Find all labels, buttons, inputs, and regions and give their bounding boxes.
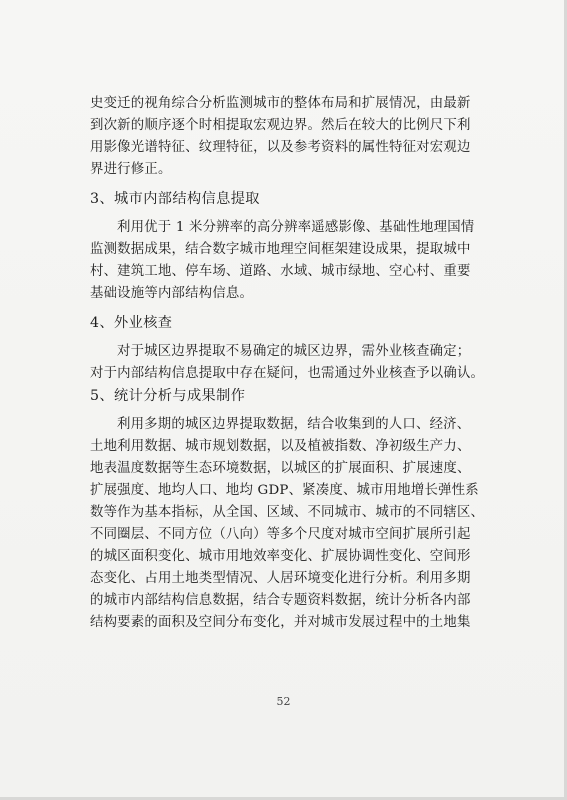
paragraph-continuation <box>90 93 470 181</box>
text-line: 到次新的顺序逐个时相提取宏观边界。然后在较大的比例尺下利 <box>90 118 471 133</box>
section-4-paragraph <box>90 341 485 385</box>
section-5-paragraph <box>90 414 485 634</box>
text-line: 不同圈层、不同方位（八向）等多个尺度对城市空间扩展所引起 <box>90 527 471 542</box>
document-body <box>90 93 485 634</box>
text-line: 史变迁的视角综合分析监测城市的整体布局和扩展情况，由最新 <box>90 96 471 111</box>
text-line: 对于城区边界提取不易确定的城区边界，需外业核查确定； <box>117 344 471 359</box>
page-number: 52 <box>276 695 291 708</box>
section-3-paragraph <box>90 217 475 305</box>
text-line: 土地利用数据、城市规划数据，以及植被指数、净初级生产力、 <box>90 439 471 454</box>
text-line: 利用多期的城区边界提取数据，结合收集到的人口、经济、 <box>117 417 471 432</box>
text-line: 对于内部结构信息提取中存在疑问，也需通过外业核查予以确认。 <box>90 366 485 381</box>
text-line: 地表温度数据等生态环境数据，以城区的扩展面积、扩展速度、 <box>90 461 471 476</box>
text-line: 界进行修正。 <box>90 162 172 177</box>
text-line: 基础设施等内部结构信息。 <box>90 286 254 301</box>
text-line: 村、建筑工地、停车场、道路、水域、城市绿地、空心村、重要 <box>90 264 471 279</box>
section-heading-4: 4、外业核查 <box>90 315 173 331</box>
text-line: 态变化、占用土地类型情况、人居环境变化进行分析。利用多期 <box>90 571 471 586</box>
text-line: 的城市内部结构信息数据，结合专题资料数据，统计分析各内部 <box>90 593 471 608</box>
section-heading-5: 5、统计分析与成果制作 <box>90 388 246 404</box>
section-heading-3: 3、城市内部结构信息提取 <box>90 191 260 207</box>
text-line: 监测数据成果，结合数字城市地理空间框架建设成果，提取城中 <box>90 242 471 257</box>
text-line: 利用优于 1 米分辨率的高分辨率遥感影像、基础性地理国情 <box>117 220 475 235</box>
text-line: 扩展强度、地均人口、地均 GDP、紧凑度、城市用地增长弹性系 <box>90 483 479 498</box>
text-line: 的城区面积变化、城市用地效率变化、扩展协调性变化、空间形 <box>90 549 471 564</box>
text-line: 结构要素的面积及空间分布变化，并对城市发展过程中的土地集 <box>90 615 471 630</box>
text-line: 数等作为基本指标，从全国、区域、不同城市、城市的不同辖区、 <box>90 505 485 520</box>
text-line: 用影像光谱特征、纹理特征，以及参考资料的属性特征对宏观边 <box>90 140 471 155</box>
